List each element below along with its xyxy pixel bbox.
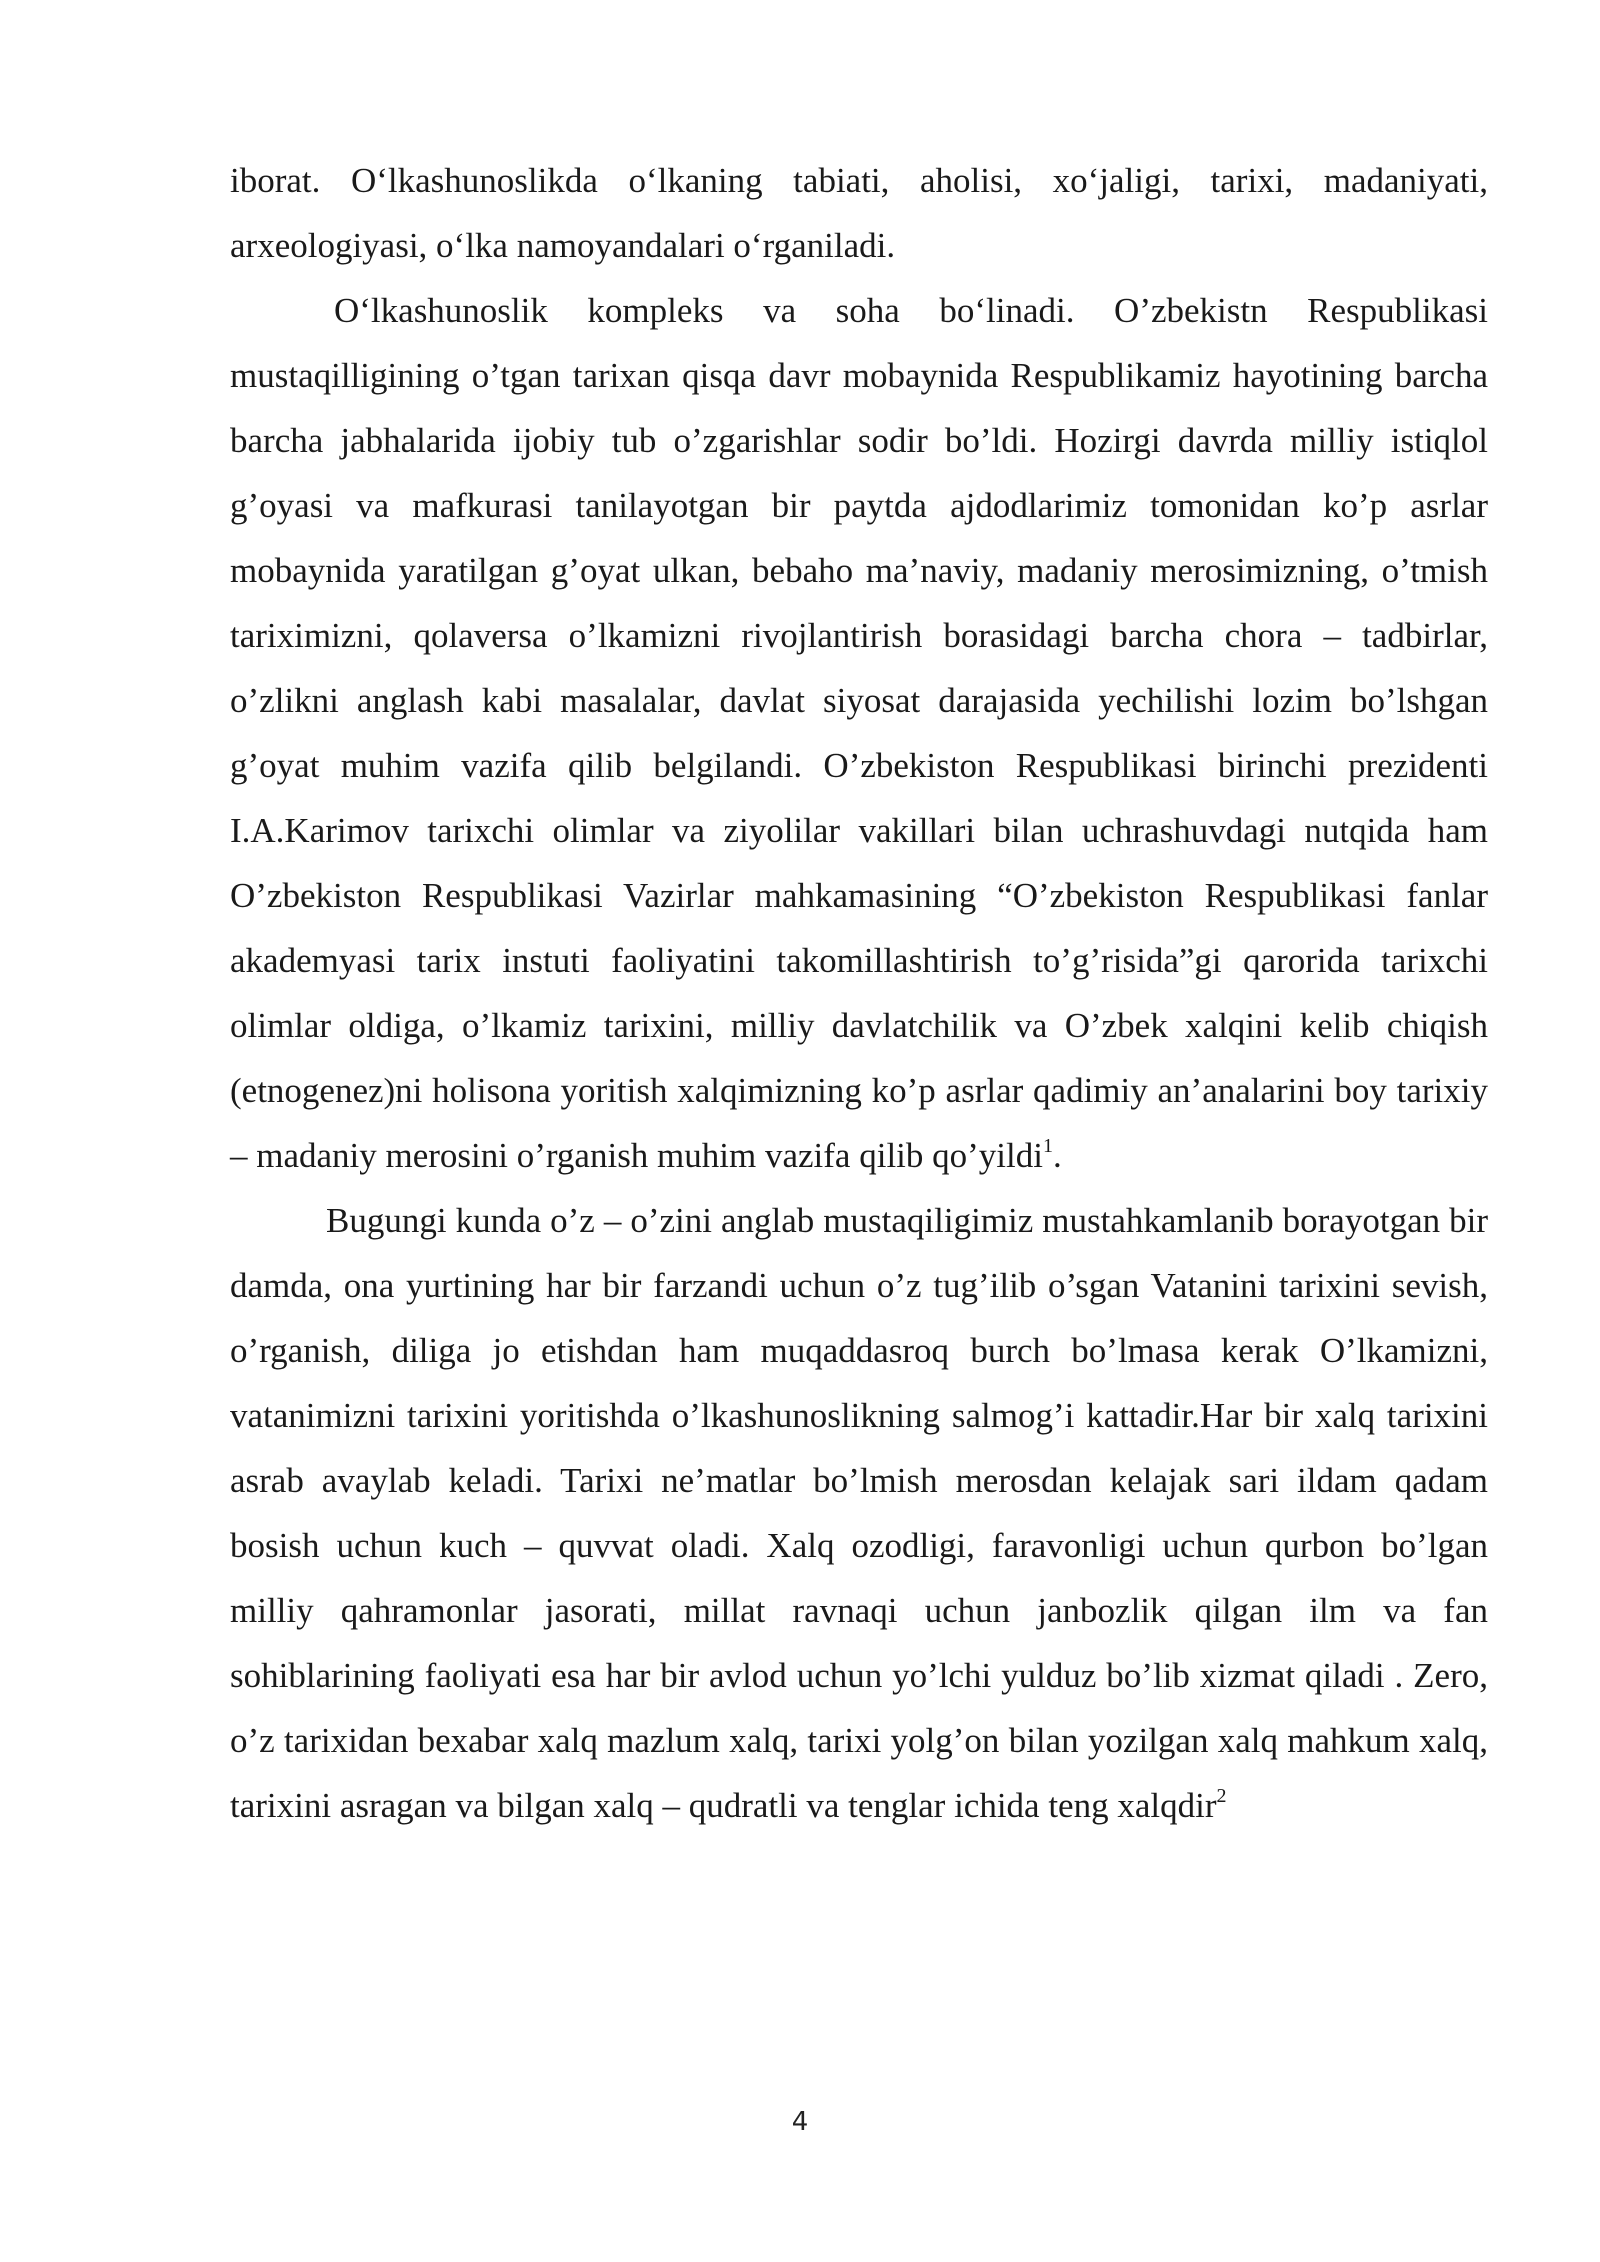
paragraph-3 <box>230 1188 1488 1838</box>
footnote-marker-2[interactable]: 2 <box>1216 1785 1227 1808</box>
paragraph-2 <box>230 278 1488 1188</box>
paragraph-1-text: iborat. O‘lkashunoslikda o‘lkaning tabiati, aholisi, xo‘jaligi, tarixi, madaniyati, arxeologiyasi, o‘lka namoyandalari o‘rganiladi. <box>230 161 1488 265</box>
footnote-marker-1[interactable]: 1 <box>1042 1135 1053 1158</box>
paragraph-2-trail: . <box>1052 1136 1062 1175</box>
paragraph-1 <box>230 148 1488 278</box>
paragraph-3-text: Bugungi kunda o’z – o’zini anglab mustaqiligimiz mustahkamlanib borayotgan bir damda, ona yurtining har bir farzandi uchun o’z tug’ilib o’sgan Vatanini tarixini sevish, o’rganish, diliga jo etishdan ham muqaddasroq burch bo’lmasa kerak O’lkamizni, vatanimizni tarixini yoritishda o’lkashunoslikning salmog’i kattadir.Har bir xalq tarixini asrab avaylab keladi. Tarixi ne’matlar bo’lmish merosdan kelajak sari ildam qadam bosish uchun kuch – quvvat oladi. Xalq ozodligi, faravonligi uchun qurbon bo’lgan milliy qahramonlar jasorati, millat ravnaqi uchun janbozlik qilgan ilm va fan sohiblarining faoliyati esa har bir avlod uchun yo’lchi yulduz bo’lib xizmat qiladi . Zero, o’z tarixidan bexabar xalq mazlum xalq, tarixi yolg’on bilan yozilgan xalq mahkum xalq, tarixini asragan va bilgan xalq – qudratli va tenglar ichida teng xalqdir <box>230 1201 1488 1825</box>
page-number: 4 <box>791 2107 809 2137</box>
document-body <box>230 148 1488 1838</box>
paragraph-2-text: O‘lkashunoslik kompleks va soha bo‘linadi. O’zbekistn Respublikasi mustaqilligining o’tgan tarixan qisqa davr mobaynida Respublikamiz hayotining barcha barcha jabhalarida ijobiy tub o’zgarishlar sodir bo’ldi. Hozirgi davrda milliy istiqlol g’oyasi va mafkurasi tanilayotgan bir paytda ajdodlarimiz tomonidan ko’p asrlar mobaynida yaratilgan g’oyat ulkan, bebaho ma’naviy, madaniy merosimizning, o’tmish tariximizni, qolaversa o’lkamizni rivojlantirish borasidagi barcha chora – tadbirlar, o’zlikni anglash kabi masalalar, davlat siyosat darajasida yechilishi lozim bo’lshgan g’oyat muhim vazifa qilib belgilandi. O’zbekiston Respublikasi birinchi prezidenti I.A.Karimov tarixchi olimlar va ziyolilar vakillari bilan uchrashuvdagi nutqida ham O’zbekiston Respublikasi Vazirlar mahkamasining “O’zbekiston Respublikasi fanlar akademyasi tarix instuti faoliyatini takomillashtirish to’g’risida”gi qarorida tarixchi olimlar oldiga, o’lkamiz tarixini, milliy davlatchilik va O’zbek xalqini kelib chiqish (etnogenez)ni holisona yoritish xalqimizning ko’p asrlar qadimiy an’analarini boy tarixiy – madaniy merosini o’rganish muhim vazifa qilib qo’yildi <box>230 291 1488 1175</box>
